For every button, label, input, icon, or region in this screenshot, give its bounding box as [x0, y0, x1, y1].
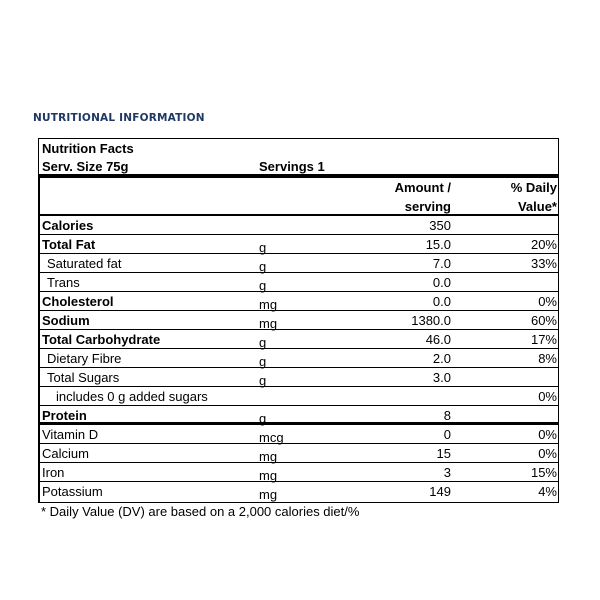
nutrient-name: includes 0 g added sugars: [56, 389, 208, 404]
nutrient-name: Dietary Fibre: [47, 351, 122, 366]
amount-header-line2: serving: [404, 199, 451, 214]
nutrient-amount: [369, 387, 451, 406]
nutrient-daily-value: 0%: [538, 294, 557, 309]
dv-header-line2: Value*: [517, 199, 557, 214]
nutrient-name: Potassium: [42, 484, 103, 499]
nutrient-name: Total Sugars: [47, 370, 120, 385]
nutrient-name: Iron: [42, 465, 65, 480]
nutrient-row: [39, 463, 558, 482]
serving-size: Serv. Size 75g: [42, 159, 129, 174]
nutrient-row: [39, 406, 558, 425]
nutrient-unit: mg: [259, 468, 278, 483]
nutrient-row: [39, 425, 558, 444]
serving-row: [39, 157, 558, 178]
panel-title: Nutrition Facts: [42, 141, 134, 156]
nutrient-name: Saturated fat: [47, 256, 122, 271]
nutrient-name: Calories: [42, 218, 94, 233]
nutrient-amount: 0.0: [432, 275, 451, 290]
nutrient-unit: g: [259, 373, 267, 388]
nutrient-unit: g: [259, 335, 267, 350]
nutrient-amount: 3.0: [432, 370, 451, 385]
nutrient-daily-value: 8%: [538, 351, 557, 366]
nutrient-daily-value: [504, 273, 557, 292]
nutrient-daily-value: 20%: [530, 237, 557, 252]
nutrient-unit: g: [259, 278, 267, 293]
dv-header-line1: % Daily: [510, 180, 557, 195]
nutrient-unit: mg: [259, 487, 278, 502]
section-title: NUTRITIONAL INFORMATION: [33, 112, 205, 124]
nutrient-name: Total Carbohydrate: [42, 332, 161, 347]
nutrition-facts-panel: [38, 138, 559, 503]
nutrient-row: [39, 216, 558, 235]
nutrient-amount: 350: [429, 218, 451, 233]
nutrient-row: [39, 349, 558, 368]
table-left-rule: [39, 178, 40, 502]
nutrient-amount: 149: [429, 484, 451, 499]
nutrient-daily-value: 0%: [538, 446, 557, 461]
nutrient-amount: 15: [436, 446, 451, 461]
nutrient-name: Protein: [42, 408, 87, 423]
nutrient-daily-value: [504, 368, 557, 387]
nutrient-name: Calcium: [42, 446, 89, 461]
footnote: * Daily Value (DV) are based on a 2,000 calories diet/%: [41, 504, 360, 519]
nutrient-daily-value: 4%: [538, 484, 557, 499]
nutrient-daily-value: 33%: [530, 256, 557, 271]
nutrient-unit: g: [259, 259, 267, 274]
nutrient-amount: 0: [443, 427, 451, 442]
nutrient-row: [39, 368, 558, 387]
nutrient-row: [39, 292, 558, 311]
nutrient-name: Total Fat: [42, 237, 96, 252]
nutrient-row: [39, 444, 558, 463]
nutrient-amount: 8: [443, 408, 451, 423]
nutrient-amount: 3: [443, 465, 451, 480]
nutrient-amount: 7.0: [432, 256, 451, 271]
column-header-row: [39, 178, 558, 216]
nutrient-unit: mcg: [259, 430, 284, 445]
nutrient-daily-value: 17%: [530, 332, 557, 347]
nutrient-amount: 0.0: [432, 294, 451, 309]
nutrient-unit: mg: [259, 316, 278, 331]
nutrient-amount: 2.0: [432, 351, 451, 366]
nutrient-unit: g: [259, 411, 267, 426]
title-row: [39, 139, 558, 158]
nutrient-row: [39, 387, 558, 406]
nutrient-row: [39, 482, 558, 501]
nutrient-row: [39, 330, 558, 349]
nutrient-daily-value: 0%: [538, 389, 557, 404]
nutrient-row: [39, 311, 558, 330]
nutrient-row: [39, 235, 558, 254]
nutrient-name: Sodium: [42, 313, 90, 328]
nutrient-amount: 1380.0: [411, 313, 451, 328]
nutrient-daily-value: [504, 406, 557, 425]
nutrient-unit: mg: [259, 297, 278, 312]
nutrient-row: [39, 254, 558, 273]
amount-header-line1: Amount /: [394, 180, 451, 195]
nutrient-daily-value: [504, 216, 557, 235]
nutrient-unit: g: [259, 240, 267, 255]
nutrient-name: Vitamin D: [42, 427, 99, 442]
nutrient-daily-value: 15%: [530, 465, 557, 480]
nutrient-name: Cholesterol: [42, 294, 114, 309]
servings: Servings 1: [259, 159, 325, 174]
nutrient-unit: g: [259, 354, 267, 369]
nutrient-unit: mg: [259, 449, 278, 464]
nutrient-name: Trans: [47, 275, 80, 290]
nutrient-daily-value: 60%: [530, 313, 557, 328]
nutrient-row: [39, 273, 558, 292]
nutrient-amount: 46.0: [425, 332, 451, 347]
nutrient-daily-value: 0%: [538, 427, 557, 442]
nutrient-amount: 15.0: [425, 237, 451, 252]
